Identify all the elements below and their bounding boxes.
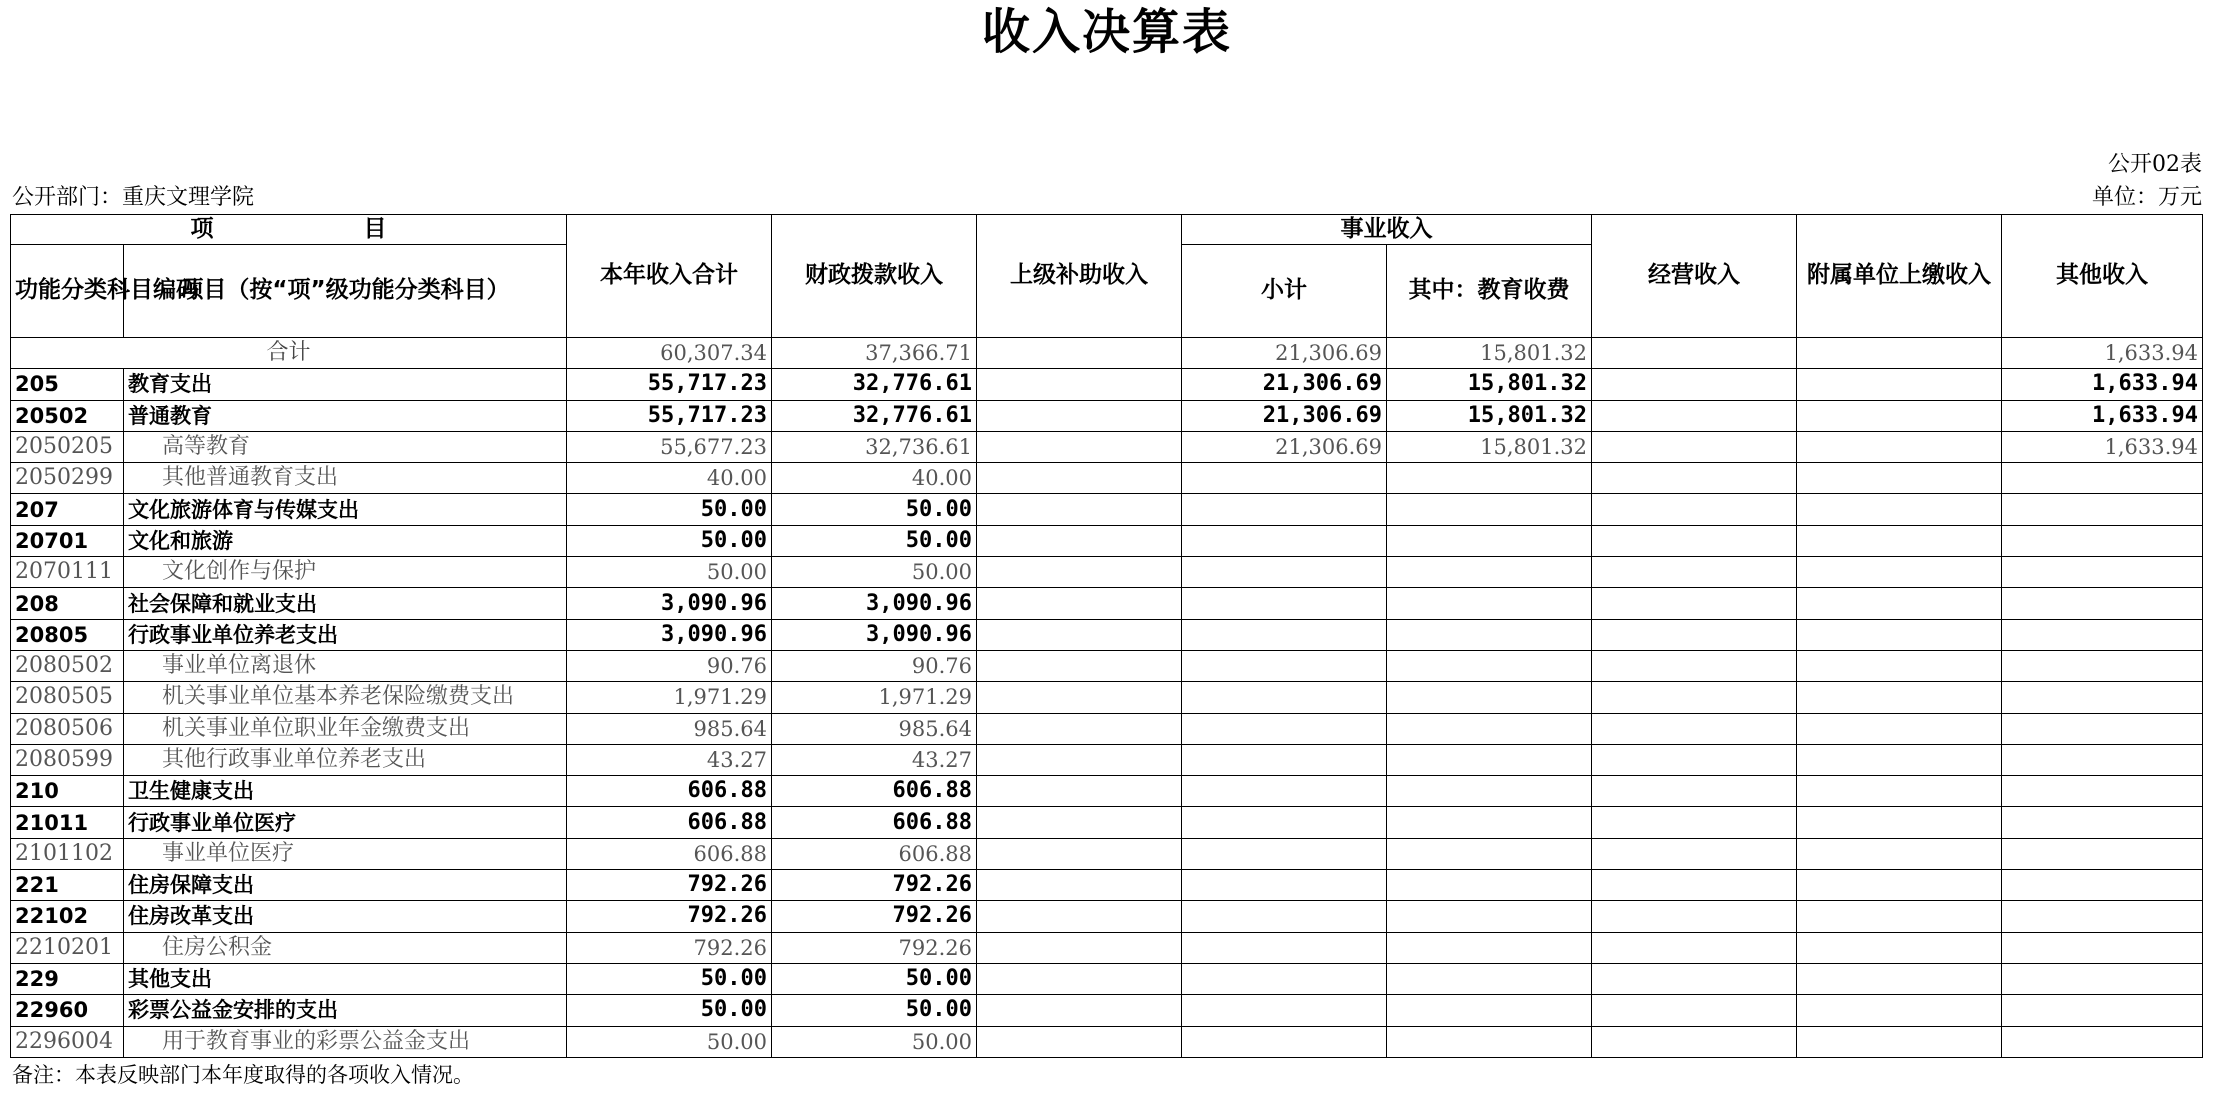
operating-cell [1592, 400, 1797, 431]
operating-cell [1592, 744, 1797, 775]
other-cell [2002, 744, 2203, 775]
code-cell: 205 [11, 369, 124, 400]
total-cell-operating [1592, 338, 1797, 369]
total-cell: 985.64 [567, 713, 772, 744]
other-cell: 1,633.94 [2002, 400, 2203, 431]
code-cell: 2070111 [11, 557, 124, 588]
operating-cell [1592, 369, 1797, 400]
table-row [11, 682, 2203, 713]
total-cell: 55,717.23 [567, 369, 772, 400]
business-subtotal-cell [1182, 619, 1387, 650]
fiscal-cell: 50.00 [772, 557, 977, 588]
code-cell: 20701 [11, 525, 124, 556]
name-cell: 住房改革支出 [124, 901, 567, 932]
table-row [11, 807, 2203, 838]
education-fee-cell [1387, 963, 1592, 994]
operating-cell [1592, 713, 1797, 744]
table-row [11, 963, 2203, 994]
fiscal-cell: 50.00 [772, 525, 977, 556]
total-cell: 55,677.23 [567, 431, 772, 462]
operating-cell [1592, 901, 1797, 932]
name-cell: 教育支出 [124, 369, 567, 400]
superior-cell [977, 870, 1182, 901]
total-row [11, 338, 2203, 369]
code-cell: 2080505 [11, 682, 124, 713]
education-fee-cell [1387, 807, 1592, 838]
superior-cell [977, 369, 1182, 400]
total-cell-superior [977, 338, 1182, 369]
business-subtotal-cell [1182, 557, 1387, 588]
fiscal-cell: 50.00 [772, 494, 977, 525]
affiliated-cell [1797, 619, 2002, 650]
fiscal-cell: 32,736.61 [772, 431, 977, 462]
total-cell: 50.00 [567, 494, 772, 525]
education-fee-cell [1387, 619, 1592, 650]
superior-cell [977, 713, 1182, 744]
business-subtotal-cell: 21,306.69 [1182, 431, 1387, 462]
affiliated-cell [1797, 369, 2002, 400]
table-row [11, 557, 2203, 588]
business-subtotal-cell [1182, 650, 1387, 681]
business-subtotal-cell [1182, 744, 1387, 775]
code-cell: 221 [11, 870, 124, 901]
business-subtotal-cell [1182, 901, 1387, 932]
footnote: 备注：本表反映部门本年度取得的各项收入情况。 [12, 1063, 474, 1087]
operating-cell [1592, 494, 1797, 525]
fiscal-cell: 32,776.61 [772, 369, 977, 400]
operating-cell [1592, 963, 1797, 994]
name-cell: 行政事业单位养老支出 [124, 619, 567, 650]
affiliated-cell [1797, 901, 2002, 932]
business-subtotal-cell [1182, 525, 1387, 556]
affiliated-cell [1797, 650, 2002, 681]
other-cell [2002, 619, 2203, 650]
business-subtotal-cell [1182, 807, 1387, 838]
affiliated-cell [1797, 838, 2002, 869]
table-row [11, 431, 2203, 462]
total-cell: 606.88 [567, 776, 772, 807]
business-subtotal-cell [1182, 588, 1387, 619]
other-cell [2002, 807, 2203, 838]
business-subtotal-cell [1182, 776, 1387, 807]
other-cell [2002, 557, 2203, 588]
total-cell: 3,090.96 [567, 619, 772, 650]
business-subtotal-cell [1182, 838, 1387, 869]
fiscal-cell: 3,090.96 [772, 588, 977, 619]
other-cell [2002, 713, 2203, 744]
affiliated-cell [1797, 995, 2002, 1026]
affiliated-cell [1797, 870, 2002, 901]
code-cell: 2080502 [11, 650, 124, 681]
item-group-header [11, 215, 567, 245]
header-business-subtotal: 小计 [1182, 245, 1387, 338]
other-cell [2002, 494, 2203, 525]
superior-cell [977, 744, 1182, 775]
code-cell: 210 [11, 776, 124, 807]
education-fee-cell [1387, 901, 1592, 932]
other-cell [2002, 995, 2203, 1026]
affiliated-cell [1797, 963, 2002, 994]
affiliated-cell [1797, 463, 2002, 494]
table-row [11, 1026, 2203, 1057]
header-total: 本年收入合计 [567, 215, 772, 338]
fiscal-cell: 792.26 [772, 932, 977, 963]
total-label: 合计 [11, 338, 567, 369]
table-row [11, 995, 2203, 1026]
fiscal-cell: 985.64 [772, 713, 977, 744]
total-cell: 792.26 [567, 901, 772, 932]
education-fee-cell [1387, 838, 1592, 869]
name-cell: 文化和旅游 [124, 525, 567, 556]
header-fiscal: 财政拨款收入 [772, 215, 977, 338]
table-row [11, 776, 2203, 807]
superior-cell [977, 995, 1182, 1026]
education-fee-cell [1387, 713, 1592, 744]
affiliated-cell [1797, 744, 2002, 775]
total-cell: 606.88 [567, 838, 772, 869]
table-row [11, 838, 2203, 869]
name-cell: 其他普通教育支出 [124, 463, 567, 494]
total-cell: 792.26 [567, 870, 772, 901]
fiscal-cell: 50.00 [772, 1026, 977, 1057]
affiliated-cell [1797, 776, 2002, 807]
code-cell: 2080599 [11, 744, 124, 775]
operating-cell [1592, 870, 1797, 901]
other-cell [2002, 588, 2203, 619]
name-cell: 机关事业单位职业年金缴费支出 [124, 713, 567, 744]
education-fee-cell [1387, 682, 1592, 713]
business-subtotal-cell [1182, 932, 1387, 963]
total-cell-affiliated [1797, 338, 2002, 369]
unit-label: 单位：万元 [2091, 185, 2202, 210]
superior-cell [977, 463, 1182, 494]
income-table [10, 214, 2203, 1058]
code-cell: 2050205 [11, 431, 124, 462]
code-cell: 229 [11, 963, 124, 994]
name-cell: 住房公积金 [124, 932, 567, 963]
operating-cell [1592, 525, 1797, 556]
name-cell: 住房保障支出 [124, 870, 567, 901]
fiscal-cell: 606.88 [772, 807, 977, 838]
operating-cell [1592, 838, 1797, 869]
business-subtotal-cell [1182, 995, 1387, 1026]
name-cell: 文化创作与保护 [124, 557, 567, 588]
table-row [11, 901, 2203, 932]
education-fee-cell [1387, 494, 1592, 525]
education-fee-cell [1387, 1026, 1592, 1057]
total-cell: 606.88 [567, 807, 772, 838]
other-cell [2002, 1026, 2203, 1057]
department-label: 公开部门：重庆文理学院 [12, 185, 255, 210]
total-cell: 90.76 [567, 650, 772, 681]
superior-cell [977, 400, 1182, 431]
superior-cell [977, 588, 1182, 619]
table-row [11, 619, 2203, 650]
fiscal-cell: 43.27 [772, 744, 977, 775]
superior-cell [977, 650, 1182, 681]
total-cell: 50.00 [567, 557, 772, 588]
header-superior: 上级补助收入 [977, 215, 1182, 338]
affiliated-cell [1797, 713, 2002, 744]
operating-cell [1592, 1026, 1797, 1057]
affiliated-cell [1797, 807, 2002, 838]
total-cell: 50.00 [567, 1026, 772, 1057]
item-group-header-a: 项 [190, 215, 214, 242]
header-other: 其他收入 [2002, 215, 2203, 338]
fiscal-cell: 792.26 [772, 870, 977, 901]
code-cell: 22960 [11, 995, 124, 1026]
affiliated-cell [1797, 682, 2002, 713]
name-cell: 社会保障和就业支出 [124, 588, 567, 619]
education-fee-cell: 15,801.32 [1387, 400, 1592, 431]
affiliated-cell [1797, 588, 2002, 619]
code-cell: 22102 [11, 901, 124, 932]
superior-cell [977, 838, 1182, 869]
fiscal-cell: 32,776.61 [772, 400, 977, 431]
header-operating: 经营收入 [1592, 215, 1797, 338]
education-fee-cell: 15,801.32 [1387, 431, 1592, 462]
header-affiliated: 附属单位上缴收入 [1797, 215, 2002, 338]
business-subtotal-cell [1182, 682, 1387, 713]
name-cell: 普通教育 [124, 400, 567, 431]
business-subtotal-cell: 21,306.69 [1182, 400, 1387, 431]
table-row [11, 525, 2203, 556]
affiliated-cell [1797, 525, 2002, 556]
other-cell [2002, 932, 2203, 963]
superior-cell [977, 557, 1182, 588]
code-cell: 20502 [11, 400, 124, 431]
superior-cell [977, 494, 1182, 525]
education-fee-cell [1387, 776, 1592, 807]
header-item-name: 项目（按“项”级功能分类科目） [124, 245, 567, 338]
operating-cell [1592, 995, 1797, 1026]
education-fee-cell [1387, 557, 1592, 588]
code-cell: 21011 [11, 807, 124, 838]
other-cell [2002, 901, 2203, 932]
superior-cell [977, 807, 1182, 838]
total-cell: 50.00 [567, 525, 772, 556]
superior-cell [977, 1026, 1182, 1057]
superior-cell [977, 431, 1182, 462]
name-cell: 用于教育事业的彩票公益金支出 [124, 1026, 567, 1057]
education-fee-cell [1387, 744, 1592, 775]
other-cell: 1,633.94 [2002, 431, 2203, 462]
fiscal-cell: 3,090.96 [772, 619, 977, 650]
total-cell-education-fee: 15,801.32 [1387, 338, 1592, 369]
operating-cell [1592, 619, 1797, 650]
header-business-group: 事业收入 [1182, 215, 1592, 245]
education-fee-cell [1387, 588, 1592, 619]
name-cell: 彩票公益金安排的支出 [124, 995, 567, 1026]
operating-cell [1592, 682, 1797, 713]
operating-cell [1592, 932, 1797, 963]
operating-cell [1592, 431, 1797, 462]
name-cell: 行政事业单位医疗 [124, 807, 567, 838]
total-cell: 3,090.96 [567, 588, 772, 619]
fiscal-cell: 606.88 [772, 776, 977, 807]
form-number: 公开02表 [2108, 152, 2202, 177]
total-cell-other: 1,633.94 [2002, 338, 2203, 369]
fiscal-cell: 606.88 [772, 838, 977, 869]
table-row [11, 713, 2203, 744]
operating-cell [1592, 588, 1797, 619]
education-fee-cell [1387, 932, 1592, 963]
affiliated-cell [1797, 557, 2002, 588]
fiscal-cell: 40.00 [772, 463, 977, 494]
code-cell: 2050299 [11, 463, 124, 494]
education-fee-cell: 15,801.32 [1387, 369, 1592, 400]
code-cell: 20805 [11, 619, 124, 650]
affiliated-cell [1797, 494, 2002, 525]
total-cell: 1,971.29 [567, 682, 772, 713]
code-cell: 2296004 [11, 1026, 124, 1057]
business-subtotal-cell [1182, 463, 1387, 494]
page-title: 收入决算表 [981, 4, 1232, 60]
name-cell: 其他支出 [124, 963, 567, 994]
other-cell [2002, 525, 2203, 556]
table-row [11, 494, 2203, 525]
total-cell: 50.00 [567, 963, 772, 994]
other-cell [2002, 963, 2203, 994]
operating-cell [1592, 557, 1797, 588]
superior-cell [977, 963, 1182, 994]
business-subtotal-cell: 21,306.69 [1182, 369, 1387, 400]
name-cell: 机关事业单位基本养老保险缴费支出 [124, 682, 567, 713]
header-education-fee: 其中：教育收费 [1387, 245, 1592, 338]
table-row [11, 870, 2203, 901]
code-cell: 2101102 [11, 838, 124, 869]
operating-cell [1592, 807, 1797, 838]
item-group-header-b: 目 [363, 215, 387, 242]
total-cell: 792.26 [567, 932, 772, 963]
other-cell [2002, 870, 2203, 901]
table-row [11, 650, 2203, 681]
education-fee-cell [1387, 650, 1592, 681]
fiscal-cell: 50.00 [772, 963, 977, 994]
total-cell-fiscal: 37,366.71 [772, 338, 977, 369]
operating-cell [1592, 650, 1797, 681]
fiscal-cell: 792.26 [772, 901, 977, 932]
superior-cell [977, 619, 1182, 650]
code-cell: 2080506 [11, 713, 124, 744]
other-cell [2002, 838, 2203, 869]
affiliated-cell [1797, 400, 2002, 431]
name-cell: 高等教育 [124, 431, 567, 462]
education-fee-cell [1387, 525, 1592, 556]
affiliated-cell [1797, 932, 2002, 963]
business-subtotal-cell [1182, 494, 1387, 525]
education-fee-cell [1387, 995, 1592, 1026]
operating-cell [1592, 776, 1797, 807]
total-cell-total: 60,307.34 [567, 338, 772, 369]
total-cell: 55,717.23 [567, 400, 772, 431]
name-cell: 卫生健康支出 [124, 776, 567, 807]
total-cell: 50.00 [567, 995, 772, 1026]
name-cell: 其他行政事业单位养老支出 [124, 744, 567, 775]
total-cell: 40.00 [567, 463, 772, 494]
name-cell: 事业单位医疗 [124, 838, 567, 869]
table-row [11, 369, 2203, 400]
other-cell: 1,633.94 [2002, 369, 2203, 400]
fiscal-cell: 50.00 [772, 995, 977, 1026]
superior-cell [977, 525, 1182, 556]
table-row [11, 744, 2203, 775]
other-cell [2002, 463, 2203, 494]
business-subtotal-cell [1182, 963, 1387, 994]
table-row [11, 932, 2203, 963]
education-fee-cell [1387, 463, 1592, 494]
code-cell: 207 [11, 494, 124, 525]
code-cell: 208 [11, 588, 124, 619]
header-func-code: 功能分类科目编码 [11, 245, 124, 338]
code-cell: 2210201 [11, 932, 124, 963]
affiliated-cell [1797, 431, 2002, 462]
table-row [11, 400, 2203, 431]
other-cell [2002, 650, 2203, 681]
name-cell: 文化旅游体育与传媒支出 [124, 494, 567, 525]
other-cell [2002, 776, 2203, 807]
business-subtotal-cell [1182, 1026, 1387, 1057]
business-subtotal-cell [1182, 870, 1387, 901]
affiliated-cell [1797, 1026, 2002, 1057]
superior-cell [977, 932, 1182, 963]
table-row [11, 463, 2203, 494]
total-cell-business-subtotal: 21,306.69 [1182, 338, 1387, 369]
fiscal-cell: 90.76 [772, 650, 977, 681]
name-cell: 事业单位离退休 [124, 650, 567, 681]
table-row [11, 588, 2203, 619]
business-subtotal-cell [1182, 713, 1387, 744]
fiscal-cell: 1,971.29 [772, 682, 977, 713]
operating-cell [1592, 463, 1797, 494]
superior-cell [977, 682, 1182, 713]
education-fee-cell [1387, 870, 1592, 901]
total-cell: 43.27 [567, 744, 772, 775]
superior-cell [977, 776, 1182, 807]
other-cell [2002, 682, 2203, 713]
superior-cell [977, 901, 1182, 932]
table-body [11, 338, 2203, 1058]
